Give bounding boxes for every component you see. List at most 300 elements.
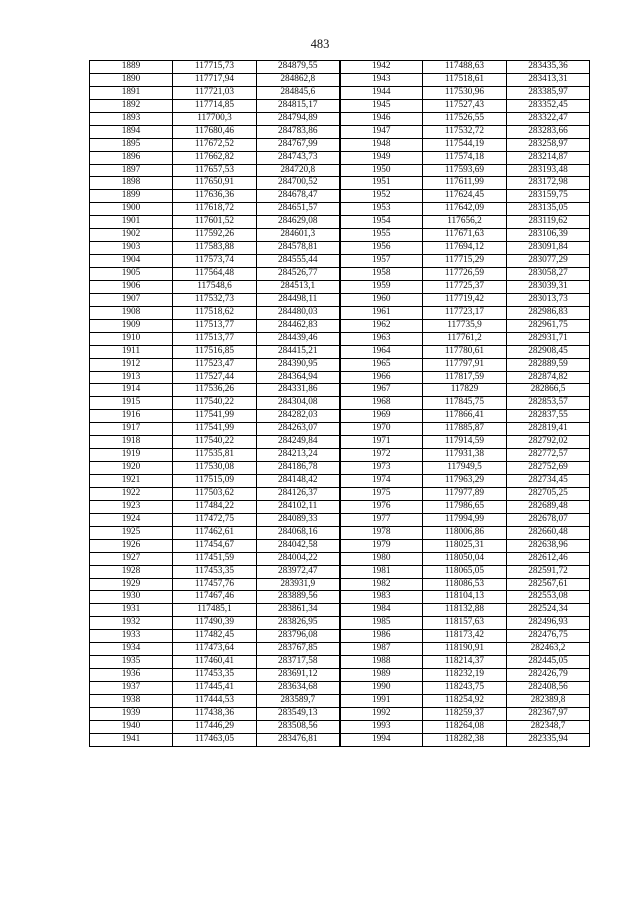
- y-coordinate-cell: 282986,83: [507, 306, 590, 319]
- table-row: [90, 332, 590, 345]
- point-number-cell: 1890: [90, 73, 173, 86]
- point-number-cell: 1939: [90, 707, 173, 720]
- y-coordinate-cell: 284743,73: [257, 151, 340, 164]
- y-coordinate-cell: 284263,07: [257, 423, 340, 436]
- table-row: [90, 500, 590, 513]
- point-number-cell: 1949: [340, 151, 423, 164]
- x-coordinate-cell: 117931,38: [423, 449, 507, 462]
- y-coordinate-cell: 282367,97: [507, 707, 590, 720]
- table-row: [90, 487, 590, 500]
- y-coordinate-cell: 282908,45: [507, 345, 590, 358]
- y-coordinate-cell: 282660,48: [507, 526, 590, 539]
- y-coordinate-cell: 283258,97: [507, 138, 590, 151]
- x-coordinate-cell: 118282,38: [423, 733, 507, 746]
- x-coordinate-cell: 117536,26: [173, 384, 257, 397]
- y-coordinate-cell: 284720,8: [257, 164, 340, 177]
- x-coordinate-cell: 117444,53: [173, 694, 257, 707]
- table-row: [90, 475, 590, 488]
- point-number-cell: 1914: [90, 384, 173, 397]
- x-coordinate-cell: 118132,88: [423, 604, 507, 617]
- y-coordinate-cell: 282853,57: [507, 397, 590, 410]
- y-coordinate-cell: 282889,59: [507, 358, 590, 371]
- table-row: [90, 190, 590, 203]
- table-row: [90, 255, 590, 268]
- x-coordinate-cell: 117445,41: [173, 682, 257, 695]
- table-row: [90, 138, 590, 151]
- point-number-cell: 1905: [90, 268, 173, 281]
- y-coordinate-cell: 284148,42: [257, 475, 340, 488]
- x-coordinate-cell: 117540,22: [173, 397, 257, 410]
- x-coordinate-cell: 117453,35: [173, 669, 257, 682]
- y-coordinate-cell: 283826,95: [257, 617, 340, 630]
- coordinates-table: [89, 60, 590, 747]
- point-number-cell: 1951: [340, 177, 423, 190]
- x-coordinate-cell: 117532,73: [173, 293, 257, 306]
- point-number-cell: 1901: [90, 216, 173, 229]
- y-coordinate-cell: 284331,86: [257, 384, 340, 397]
- x-coordinate-cell: 117714,85: [173, 99, 257, 112]
- y-coordinate-cell: 284390,95: [257, 358, 340, 371]
- y-coordinate-cell: 283931,9: [257, 578, 340, 591]
- y-coordinate-cell: 284678,47: [257, 190, 340, 203]
- x-coordinate-cell: 117438,36: [173, 707, 257, 720]
- y-coordinate-cell: 284249,84: [257, 436, 340, 449]
- y-coordinate-cell: 284526,77: [257, 268, 340, 281]
- table-row: [90, 306, 590, 319]
- x-coordinate-cell: 117650,91: [173, 177, 257, 190]
- x-coordinate-cell: 117485,1: [173, 604, 257, 617]
- x-coordinate-cell: 117503,62: [173, 487, 257, 500]
- y-coordinate-cell: 284089,33: [257, 513, 340, 526]
- x-coordinate-cell: 117914,59: [423, 436, 507, 449]
- x-coordinate-cell: 117780,61: [423, 345, 507, 358]
- x-coordinate-cell: 117994,99: [423, 513, 507, 526]
- x-coordinate-cell: 117671,63: [423, 229, 507, 242]
- y-coordinate-cell: 283508,56: [257, 720, 340, 733]
- table-row: [90, 604, 590, 617]
- x-coordinate-cell: 117624,45: [423, 190, 507, 203]
- table-row: [90, 125, 590, 138]
- x-coordinate-cell: 117518,62: [173, 306, 257, 319]
- table-row: [90, 436, 590, 449]
- point-number-cell: 1909: [90, 319, 173, 332]
- x-coordinate-cell: 117484,22: [173, 500, 257, 513]
- point-number-cell: 1971: [340, 436, 423, 449]
- x-coordinate-cell: 117490,39: [173, 617, 257, 630]
- x-coordinate-cell: 117715,73: [173, 61, 257, 74]
- y-coordinate-cell: 284845,6: [257, 86, 340, 99]
- x-coordinate-cell: 117463,05: [173, 733, 257, 746]
- point-number-cell: 1992: [340, 707, 423, 720]
- y-coordinate-cell: 284783,86: [257, 125, 340, 138]
- y-coordinate-cell: 283861,34: [257, 604, 340, 617]
- table-row: [90, 539, 590, 552]
- y-coordinate-cell: 282705,25: [507, 487, 590, 500]
- point-number-cell: 1931: [90, 604, 173, 617]
- x-coordinate-cell: 117535,81: [173, 449, 257, 462]
- point-number-cell: 1910: [90, 332, 173, 345]
- point-number-cell: 1930: [90, 591, 173, 604]
- table-row: [90, 61, 590, 74]
- point-number-cell: 1950: [340, 164, 423, 177]
- table-row: [90, 410, 590, 423]
- x-coordinate-cell: 117527,43: [423, 99, 507, 112]
- y-coordinate-cell: 284498,11: [257, 293, 340, 306]
- y-coordinate-cell: 283476,81: [257, 733, 340, 746]
- y-coordinate-cell: 284439,46: [257, 332, 340, 345]
- table-row: [90, 578, 590, 591]
- x-coordinate-cell: 117454,67: [173, 539, 257, 552]
- point-number-cell: 1896: [90, 151, 173, 164]
- y-coordinate-cell: 282591,72: [507, 565, 590, 578]
- x-coordinate-cell: 117723,17: [423, 306, 507, 319]
- x-coordinate-cell: 117460,41: [173, 656, 257, 669]
- x-coordinate-cell: 117515,09: [173, 475, 257, 488]
- point-number-cell: 1984: [340, 604, 423, 617]
- table-row: [90, 345, 590, 358]
- point-number-cell: 1994: [340, 733, 423, 746]
- x-coordinate-cell: 117530,96: [423, 86, 507, 99]
- y-coordinate-cell: 283435,36: [507, 61, 590, 74]
- point-number-cell: 1964: [340, 345, 423, 358]
- table-row: [90, 112, 590, 125]
- table-row: [90, 177, 590, 190]
- point-number-cell: 1979: [340, 539, 423, 552]
- point-number-cell: 1913: [90, 371, 173, 384]
- point-number-cell: 1947: [340, 125, 423, 138]
- point-number-cell: 1924: [90, 513, 173, 526]
- y-coordinate-cell: 282874,82: [507, 371, 590, 384]
- y-coordinate-cell: 284415,21: [257, 345, 340, 358]
- x-coordinate-cell: 117583,88: [173, 242, 257, 255]
- x-coordinate-cell: 117829: [423, 384, 507, 397]
- x-coordinate-cell: 117611,99: [423, 177, 507, 190]
- point-number-cell: 1920: [90, 462, 173, 475]
- point-number-cell: 1900: [90, 203, 173, 216]
- table-row: [90, 384, 590, 397]
- x-coordinate-cell: 117523,47: [173, 358, 257, 371]
- x-coordinate-cell: 117541,99: [173, 423, 257, 436]
- table-row: [90, 707, 590, 720]
- x-coordinate-cell: 117656,2: [423, 216, 507, 229]
- y-coordinate-cell: 283322,47: [507, 112, 590, 125]
- y-coordinate-cell: 283691,12: [257, 669, 340, 682]
- x-coordinate-cell: 118243,75: [423, 682, 507, 695]
- table-row: [90, 552, 590, 565]
- point-number-cell: 1897: [90, 164, 173, 177]
- table-row: [90, 526, 590, 539]
- x-coordinate-cell: 117721,03: [173, 86, 257, 99]
- point-number-cell: 1908: [90, 306, 173, 319]
- table-row: [90, 449, 590, 462]
- y-coordinate-cell: 284304,08: [257, 397, 340, 410]
- x-coordinate-cell: 117548,6: [173, 280, 257, 293]
- x-coordinate-cell: 117797,91: [423, 358, 507, 371]
- x-coordinate-cell: 117462,61: [173, 526, 257, 539]
- point-number-cell: 1973: [340, 462, 423, 475]
- y-coordinate-cell: 283135,05: [507, 203, 590, 216]
- point-number-cell: 1918: [90, 436, 173, 449]
- point-number-cell: 1922: [90, 487, 173, 500]
- y-coordinate-cell: 283717,58: [257, 656, 340, 669]
- x-coordinate-cell: 117488,63: [423, 61, 507, 74]
- point-number-cell: 1982: [340, 578, 423, 591]
- y-coordinate-cell: 284794,89: [257, 112, 340, 125]
- x-coordinate-cell: 117530,08: [173, 462, 257, 475]
- point-number-cell: 1892: [90, 99, 173, 112]
- point-number-cell: 1988: [340, 656, 423, 669]
- point-number-cell: 1985: [340, 617, 423, 630]
- table-row: [90, 229, 590, 242]
- point-number-cell: 1904: [90, 255, 173, 268]
- y-coordinate-cell: 282792,02: [507, 436, 590, 449]
- x-coordinate-cell: 117453,35: [173, 565, 257, 578]
- y-coordinate-cell: 282476,75: [507, 630, 590, 643]
- point-number-cell: 1953: [340, 203, 423, 216]
- point-number-cell: 1942: [340, 61, 423, 74]
- y-coordinate-cell: 284068,16: [257, 526, 340, 539]
- point-number-cell: 1893: [90, 112, 173, 125]
- point-number-cell: 1948: [340, 138, 423, 151]
- table-row: [90, 397, 590, 410]
- point-number-cell: 1968: [340, 397, 423, 410]
- point-number-cell: 1923: [90, 500, 173, 513]
- point-number-cell: 1941: [90, 733, 173, 746]
- page-number: 483: [310, 37, 330, 51]
- point-number-cell: 1972: [340, 449, 423, 462]
- x-coordinate-cell: 118232,19: [423, 669, 507, 682]
- point-number-cell: 1978: [340, 526, 423, 539]
- table-row: [90, 151, 590, 164]
- x-coordinate-cell: 117472,75: [173, 513, 257, 526]
- x-coordinate-cell: 117513,77: [173, 332, 257, 345]
- x-coordinate-cell: 117949,5: [423, 462, 507, 475]
- point-number-cell: 1961: [340, 306, 423, 319]
- point-number-cell: 1956: [340, 242, 423, 255]
- x-coordinate-cell: 117513,77: [173, 319, 257, 332]
- point-number-cell: 1944: [340, 86, 423, 99]
- y-coordinate-cell: 284480,03: [257, 306, 340, 319]
- y-coordinate-cell: 283159,75: [507, 190, 590, 203]
- point-number-cell: 1898: [90, 177, 173, 190]
- x-coordinate-cell: 117657,53: [173, 164, 257, 177]
- y-coordinate-cell: 282819,41: [507, 423, 590, 436]
- y-coordinate-cell: 282348,7: [507, 720, 590, 733]
- x-coordinate-cell: 117845,75: [423, 397, 507, 410]
- table-row: [90, 319, 590, 332]
- table-row: [90, 720, 590, 733]
- y-coordinate-cell: 283889,56: [257, 591, 340, 604]
- y-coordinate-cell: 284555,44: [257, 255, 340, 268]
- y-coordinate-cell: 283214,87: [507, 151, 590, 164]
- x-coordinate-cell: 117541,99: [173, 410, 257, 423]
- y-coordinate-cell: 282496,93: [507, 617, 590, 630]
- point-number-cell: 1937: [90, 682, 173, 695]
- y-coordinate-cell: 284126,37: [257, 487, 340, 500]
- point-number-cell: 1991: [340, 694, 423, 707]
- x-coordinate-cell: 117527,44: [173, 371, 257, 384]
- point-number-cell: 1915: [90, 397, 173, 410]
- x-coordinate-cell: 117885,87: [423, 423, 507, 436]
- y-coordinate-cell: 282445,05: [507, 656, 590, 669]
- x-coordinate-cell: 117446,29: [173, 720, 257, 733]
- x-coordinate-cell: 117717,94: [173, 73, 257, 86]
- y-coordinate-cell: 283077,29: [507, 255, 590, 268]
- x-coordinate-cell: 117672,52: [173, 138, 257, 151]
- point-number-cell: 1894: [90, 125, 173, 138]
- x-coordinate-cell: 117726,59: [423, 268, 507, 281]
- x-coordinate-cell: 117516,85: [173, 345, 257, 358]
- point-number-cell: 1975: [340, 487, 423, 500]
- point-number-cell: 1986: [340, 630, 423, 643]
- table-row: [90, 656, 590, 669]
- point-number-cell: 1917: [90, 423, 173, 436]
- point-number-cell: 1962: [340, 319, 423, 332]
- x-coordinate-cell: 118086,53: [423, 578, 507, 591]
- table-row: [90, 164, 590, 177]
- y-coordinate-cell: 282426,79: [507, 669, 590, 682]
- point-number-cell: 1934: [90, 643, 173, 656]
- x-coordinate-cell: 117518,61: [423, 73, 507, 86]
- point-number-cell: 1911: [90, 345, 173, 358]
- table-row: [90, 630, 590, 643]
- y-coordinate-cell: 283091,84: [507, 242, 590, 255]
- point-number-cell: 1938: [90, 694, 173, 707]
- point-number-cell: 1899: [90, 190, 173, 203]
- point-number-cell: 1891: [90, 86, 173, 99]
- x-coordinate-cell: 118065,05: [423, 565, 507, 578]
- point-number-cell: 1921: [90, 475, 173, 488]
- y-coordinate-cell: 283119,62: [507, 216, 590, 229]
- x-coordinate-cell: 118190,91: [423, 643, 507, 656]
- coordinates-table-body: [90, 61, 590, 747]
- y-coordinate-cell: 282678,07: [507, 513, 590, 526]
- y-coordinate-cell: 282524,34: [507, 604, 590, 617]
- table-row: [90, 268, 590, 281]
- x-coordinate-cell: 117544,19: [423, 138, 507, 151]
- point-number-cell: 1945: [340, 99, 423, 112]
- point-number-cell: 1932: [90, 617, 173, 630]
- point-number-cell: 1966: [340, 371, 423, 384]
- y-coordinate-cell: 284629,08: [257, 216, 340, 229]
- y-coordinate-cell: 284213,24: [257, 449, 340, 462]
- x-coordinate-cell: 117467,46: [173, 591, 257, 604]
- table-row: [90, 371, 590, 384]
- x-coordinate-cell: 117482,45: [173, 630, 257, 643]
- table-row: [90, 280, 590, 293]
- y-coordinate-cell: 283352,45: [507, 99, 590, 112]
- table-row: [90, 682, 590, 695]
- point-number-cell: 1974: [340, 475, 423, 488]
- y-coordinate-cell: 284282,03: [257, 410, 340, 423]
- x-coordinate-cell: 117725,37: [423, 280, 507, 293]
- x-coordinate-cell: 117866,41: [423, 410, 507, 423]
- y-coordinate-cell: 284862,8: [257, 73, 340, 86]
- table-row: [90, 669, 590, 682]
- point-number-cell: 1954: [340, 216, 423, 229]
- point-number-cell: 1935: [90, 656, 173, 669]
- x-coordinate-cell: 118214,37: [423, 656, 507, 669]
- y-coordinate-cell: 282567,61: [507, 578, 590, 591]
- y-coordinate-cell: 282463,2: [507, 643, 590, 656]
- point-number-cell: 1965: [340, 358, 423, 371]
- y-coordinate-cell: 284462,83: [257, 319, 340, 332]
- point-number-cell: 1963: [340, 332, 423, 345]
- point-number-cell: 1916: [90, 410, 173, 423]
- x-coordinate-cell: 117564,48: [173, 268, 257, 281]
- table-row: [90, 86, 590, 99]
- x-coordinate-cell: 117719,42: [423, 293, 507, 306]
- point-number-cell: 1981: [340, 565, 423, 578]
- y-coordinate-cell: 284601,3: [257, 229, 340, 242]
- table-row: [90, 513, 590, 526]
- table-row: [90, 293, 590, 306]
- point-number-cell: 1889: [90, 61, 173, 74]
- y-coordinate-cell: 282638,96: [507, 539, 590, 552]
- x-coordinate-cell: 117457,76: [173, 578, 257, 591]
- x-coordinate-cell: 117636,36: [173, 190, 257, 203]
- x-coordinate-cell: 117642,09: [423, 203, 507, 216]
- y-coordinate-cell: 284879,55: [257, 61, 340, 74]
- x-coordinate-cell: 117963,29: [423, 475, 507, 488]
- point-number-cell: 1967: [340, 384, 423, 397]
- point-number-cell: 1903: [90, 242, 173, 255]
- y-coordinate-cell: 284767,99: [257, 138, 340, 151]
- table-row: [90, 733, 590, 746]
- y-coordinate-cell: 284042,58: [257, 539, 340, 552]
- y-coordinate-cell: 282931,71: [507, 332, 590, 345]
- table-row: [90, 242, 590, 255]
- point-number-cell: 1969: [340, 410, 423, 423]
- x-coordinate-cell: 117680,46: [173, 125, 257, 138]
- y-coordinate-cell: 284364,94: [257, 371, 340, 384]
- y-coordinate-cell: 282612,46: [507, 552, 590, 565]
- y-coordinate-cell: 282734,45: [507, 475, 590, 488]
- table-row: [90, 462, 590, 475]
- x-coordinate-cell: 117715,29: [423, 255, 507, 268]
- y-coordinate-cell: 283013,73: [507, 293, 590, 306]
- y-coordinate-cell: 283193,48: [507, 164, 590, 177]
- x-coordinate-cell: 117761,2: [423, 332, 507, 345]
- point-number-cell: 1958: [340, 268, 423, 281]
- point-number-cell: 1928: [90, 565, 173, 578]
- y-coordinate-cell: 283972,47: [257, 565, 340, 578]
- point-number-cell: 1895: [90, 138, 173, 151]
- y-coordinate-cell: 283589,7: [257, 694, 340, 707]
- point-number-cell: 1990: [340, 682, 423, 695]
- y-coordinate-cell: 284186,78: [257, 462, 340, 475]
- point-number-cell: 1929: [90, 578, 173, 591]
- y-coordinate-cell: 282772,57: [507, 449, 590, 462]
- y-coordinate-cell: 284815,17: [257, 99, 340, 112]
- point-number-cell: 1912: [90, 358, 173, 371]
- y-coordinate-cell: 282553,08: [507, 591, 590, 604]
- point-number-cell: 1943: [340, 73, 423, 86]
- y-coordinate-cell: 284102,11: [257, 500, 340, 513]
- y-coordinate-cell: 282752,69: [507, 462, 590, 475]
- y-coordinate-cell: 283549,13: [257, 707, 340, 720]
- x-coordinate-cell: 117977,89: [423, 487, 507, 500]
- x-coordinate-cell: 117694,12: [423, 242, 507, 255]
- table-row: [90, 99, 590, 112]
- point-number-cell: 1955: [340, 229, 423, 242]
- x-coordinate-cell: 117532,72: [423, 125, 507, 138]
- x-coordinate-cell: 118006,86: [423, 526, 507, 539]
- y-coordinate-cell: 282335,94: [507, 733, 590, 746]
- y-coordinate-cell: 283172,98: [507, 177, 590, 190]
- x-coordinate-cell: 118050,04: [423, 552, 507, 565]
- y-coordinate-cell: 282389,8: [507, 694, 590, 707]
